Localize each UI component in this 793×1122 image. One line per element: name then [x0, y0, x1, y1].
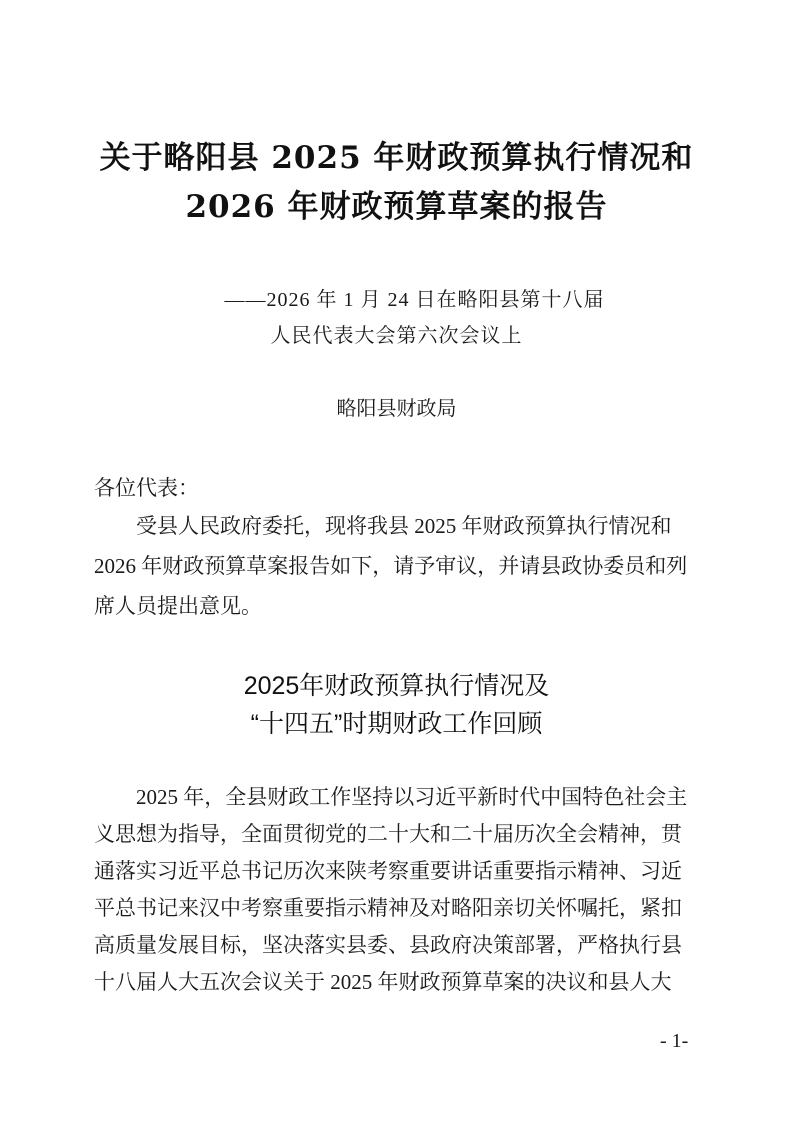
- intro-paragraph-line: 受县人民政府委托，现将我县 2025 年财政预算执行情况和: [136, 514, 672, 538]
- report-title-line-1: 关于略阳县 2025 年财政预算执行情况和: [99, 140, 694, 176]
- section-heading-line-1: 2025年财政预算执行情况及: [243, 672, 550, 700]
- body-paragraph-line: 2025 年，全县财政工作坚持以习近平新时代中国特色社会主: [136, 785, 688, 809]
- body-paragraph-line: 平总书记来汉中考察重要指示精神及对略阳亲切关怀嘱托，紧扣: [94, 896, 682, 920]
- intro-paragraph-line: 2026 年财政预算草案报告如下，请予审议，并请县政协委员和列: [94, 554, 688, 578]
- body-paragraph-line: 十八届人大五次会议关于 2025 年财政预算草案的决议和县人大: [94, 970, 672, 994]
- body-paragraph: [94, 779, 706, 1001]
- report-subtitle-line-2: 人民代表大会第六次会议上: [270, 325, 523, 347]
- intro-paragraph-line: 席人员提出意见。: [94, 594, 262, 618]
- report-author: 略阳县财政局: [336, 398, 457, 420]
- section-heading-line-2: “十四五”时期财政工作回顾: [250, 710, 543, 738]
- intro-paragraph: [94, 506, 706, 626]
- body-paragraph-line: 高质量发展目标，坚决落实县委、县政府决策部署，严格执行县: [94, 933, 682, 957]
- report-title-line-2: 2026 年财政预算草案的报告: [185, 189, 608, 225]
- report-subtitle-line-1: ——2026 年 1 月 24 日在略阳县第十八届: [224, 289, 605, 311]
- salutation: 各位代表：: [94, 476, 199, 500]
- body-paragraph-line: 义思想为指导，全面贯彻党的二十大和二十届历次全会精神，贯: [94, 822, 682, 846]
- body-paragraph-line: 通落实习近平总书记历次来陕考察重要讲话重要指示精神、习近: [94, 859, 682, 883]
- page-number: - 1-: [660, 1030, 689, 1052]
